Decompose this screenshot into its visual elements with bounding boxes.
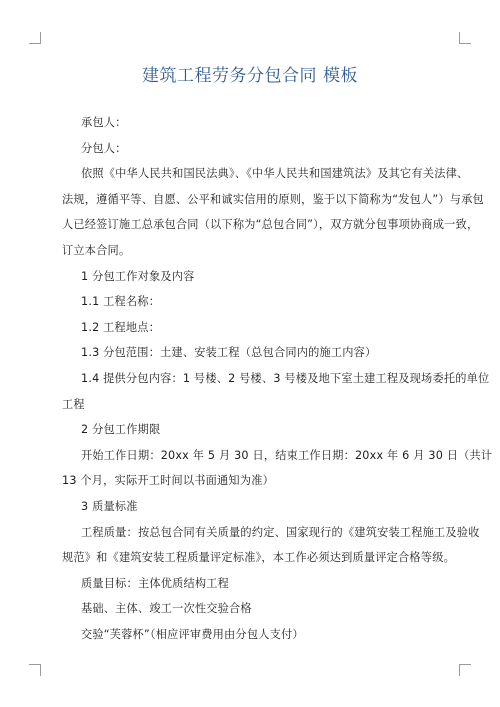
preamble-line: 依照《中华人民共和国民法典》、《中华人民共和国建筑法》及其它有关法律、 xyxy=(81,167,469,181)
clause-line: 交验“芙蓉杯”（相应评审费用由分包人支付） xyxy=(81,627,304,641)
preamble-line: 法规，遵循平等、自愿、公平和诚实信用的原则，鉴于以下简称为“发包人”）与承包 xyxy=(62,192,484,206)
crop-mark-bottom-left xyxy=(29,664,41,676)
section-heading: 2 分包工作期限 xyxy=(81,423,161,437)
clause-line: 工程 xyxy=(62,397,85,411)
crop-mark-top-right xyxy=(459,32,471,44)
document-title: 建筑工程劳务分包合同 模板 xyxy=(142,66,358,86)
party-subcontractor-line: 分包人： xyxy=(81,141,127,155)
clause-line: 规范》和《建筑安装工程质量评定标准》，本工作必须达到质量评定合格等级。 xyxy=(62,551,455,565)
clause-line: 开始工作日期：20xx 年 5 月 30 日，结束工作日期：20xx 年 6 月 30 日（共计 xyxy=(81,448,493,462)
section-heading: 1 分包工作对象及内容 xyxy=(81,269,195,283)
section-heading: 3 质量标准 xyxy=(81,499,138,513)
crop-mark-top-left xyxy=(29,32,41,44)
clause-line: 13 个月，实际开工时间以书面通知为准） xyxy=(62,474,274,488)
clause-line: 质量目标：主体优质结构工程 xyxy=(81,576,230,590)
preamble-line: 人已经签订施工总承包合同（以下称为“总包合同”），双方就分包事项协商成一致， xyxy=(62,218,479,232)
clause-line: 1.4 提供分包内容：1 号楼、2 号楼、3 号楼及地下室土建工程及现场委托的单位 xyxy=(81,371,490,385)
crop-mark-bottom-right xyxy=(459,664,471,676)
clause-line: 工程质量：按总包合同有关质量的约定、国家现行的《建筑安装工程施工及验收 xyxy=(81,525,480,539)
clause-line: 1.2 工程地点： xyxy=(81,320,161,334)
clause-line: 1.3 分包范围：土建、安装工程（总包合同内的施工内容） xyxy=(81,346,377,360)
party-contractor-line: 承包人： xyxy=(81,116,127,129)
preamble-line: 订立本合同。 xyxy=(62,243,131,257)
clause-line: 基础、主体、竣工一次性交验合格 xyxy=(81,602,252,616)
clause-line: 1.1 工程名称： xyxy=(81,295,161,309)
document-body xyxy=(62,110,493,647)
